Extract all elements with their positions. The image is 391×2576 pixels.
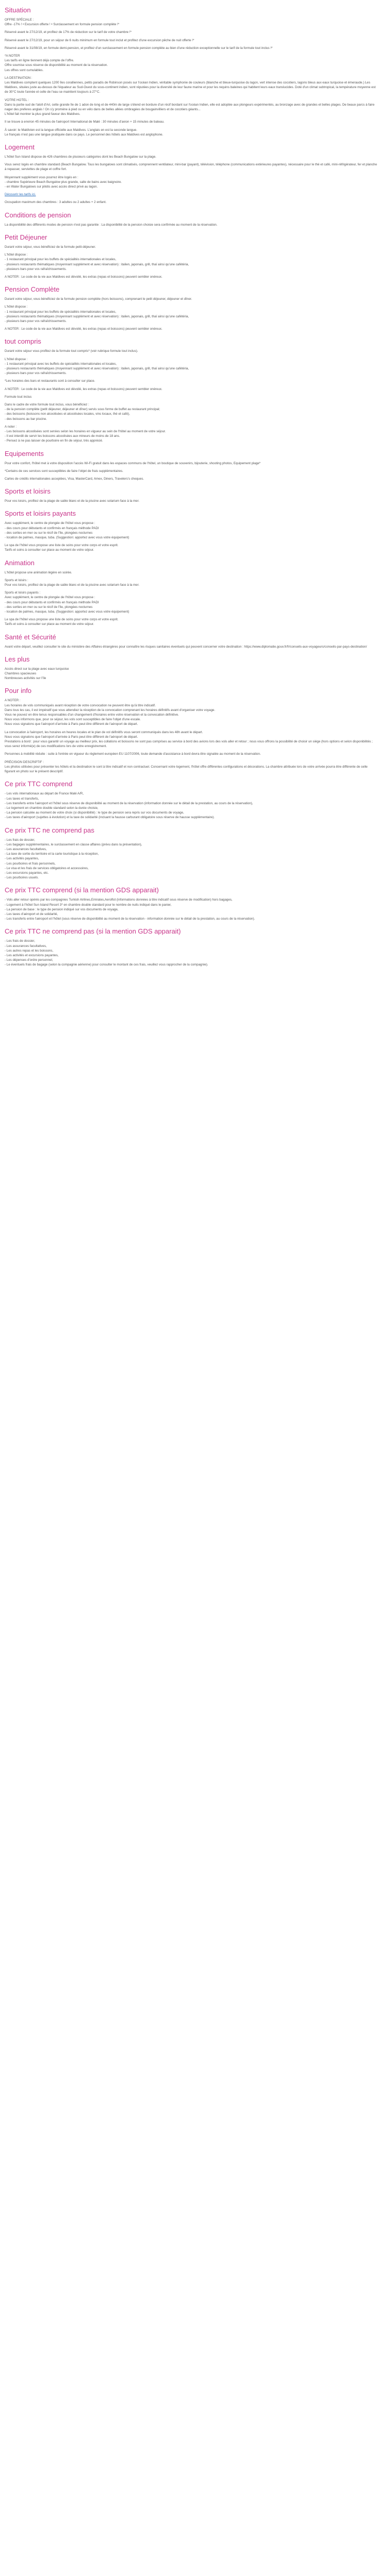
- section-title: Pour info: [5, 687, 32, 695]
- section-6: [5, 450, 377, 482]
- section-paragraph: Formule tout inclus: [5, 395, 32, 399]
- section-paragraph: Pour votre confort, l'hôtel met à votre disposition l'accès Wi-Fi gratuit dans les espaces communs de l'hôtel, un boutique de souvenirs, bijouterie, shooting photos, Equipement plage*: [5, 461, 261, 465]
- section-paragraph: *A NOTER Les tarifs en ligne tiennent déjà compte de l'offre. Offre soumise sous réserve de disponibilité au moment de la réservation. Les offres sont cumulables.: [5, 54, 108, 72]
- section-paragraph: L'hôtel dispose : - 1 restaurant principal avec les buffets de spécialités internationales et locales, - plusieurs restaurants thématiques (moyennant supplément et avec réservation) : italien, japonais, grill, thaï ainsi qu'une cafétéria, - plusieurs bars pour vos rafraîchissements.: [5, 357, 189, 376]
- section-15: [5, 886, 377, 921]
- section-paragraph: Réservé avant le 27/12/19, pour un séjour de 6 nuits minimum en formule tout inclut et profitez d'une excursion pêche de nuit offerte !*: [5, 38, 194, 42]
- section-paragraph: - Les frais de dossier, - Les bagages supplémentaires, le surclassement en classe affaires (prévu dans la présentation), - Les assurances facultatives, - La taxe de sortie du territoire et la carte touristique à la réception, - Les activités payantes, - Les pourboires et frais personnels, - Le visa et les frais de services obligatoires et accessoires, - Les excursions payantes, etc. - Les pourboires usuels.: [5, 838, 142, 880]
- section-paragraph: Il se trouve à environ 45 minutes de l'aéroport International de Malé : 30 minutes d'avion + 15 minutes de bateau.: [5, 120, 165, 124]
- section-2: [5, 211, 377, 227]
- section-paragraph: Durant votre séjour, vous bénéficiez de la formule pension complète (hors boissons), comprenant le petit déjeuner, déjeuner et dîner.: [5, 297, 192, 301]
- section-paragraph: A NOTER : Le code de la vie aux Maldives est dévoilé, les extras (repas et boissons) peuvent sembler onéreux.: [5, 275, 162, 279]
- section-13: [5, 780, 377, 820]
- section-title: Animation: [5, 558, 35, 567]
- section-title: Equipements: [5, 449, 44, 457]
- section-paragraph: La disponibilité des différents modes de pension n'est pas garantie : La disponibilité de la pension choisie sera confirmée au moment de la réservation.: [5, 223, 218, 227]
- section-paragraph: Accès direct sur la plage avec eaux turquoise Chambres spacieuses Nombreuses activités sur l'île: [5, 667, 69, 681]
- section-paragraph: Occupation maximum des chambres : 3 adultes ou 2 adultes + 2 enfant.: [5, 200, 107, 205]
- section-1: [5, 143, 377, 205]
- section-paragraph: L'hôtel dispose : - 1 restaurant principal pour les buffets de spécialités internationales et locales, - plusieurs restaurants thématiques (moyennant supplément et avec réservation) : italien, japonais, grill, thaï ainsi qu'une cafétéria, - plusieurs bars pour vos rafraîchissements.: [5, 305, 189, 323]
- section-title: Ce prix TTC ne comprend pas (si la mention GDS apparait): [5, 927, 181, 936]
- section-paragraph: Pour vos loisirs, profitez de la plage de sable blanc et de la piscine avec solarium face à la mer.: [5, 499, 140, 503]
- section-paragraph: VOTRE HOTEL : Dans la partie sud de l'atoll d'Ari, cette grande île de 1 adon de long et de 440m de large s'étend en bordure d'un récif bordant sur l'océan Indien, elle est adoptée aux plongeurs expérimentés, au bronzage avec de grandes et belles plages. De beaux parcs à faire nager des preferes anglais ! On s'y promène à pied ou en vélo dans de belles allées ombragées de bougainvilliers et de cocotiers géants... L'hôtel fait montrer la plus grand faveur des Maldives.: [5, 98, 374, 116]
- section-11: [5, 655, 377, 681]
- section-paragraph: LA DESTINATION : Les Maldives comptent quelques 1200 îles coralliennes, petits paradis de Robinson posés sur l'océan Indien, véritable symphonie de couleurs (blanche et bleue-turquoise du lagon, vert intense des cocotiers, lagons bleus aux eaux turquoise et émeraude.) Les Maldives, situées juste au-dessus de l'équateur au Sud-Ouest du sous-continent indien, sont réputées pour la diversité de leur faune marine et pour les requins baleines qui habitent leurs eaux translucides. Doté d'un climat subtropical, la température moyenne est de 30°C toute l'année et celle de l'eau se maintient toujours à 27°C.: [5, 76, 376, 94]
- section-title: Sports et loisirs payants: [5, 510, 76, 518]
- section-paragraph: PRÉCISION DESCRIPTIF : Les photos utilisées pour présenter les hôtels et la destination le sont à titre indicatif et non contractuel. Concernant votre logement, l'hôtel offre différentes configurations et décorations. La chambre attribuée lors de votre arrivée pourra être différente de celle figurant en photo sur le présent descriptif.: [5, 760, 368, 774]
- description-sections: [5, 6, 377, 968]
- section-title: Ce prix TTC ne comprend pas: [5, 826, 94, 834]
- section-paragraph: Avec supplément, le centre de plongée de l'hôtel vous propose : - des cours pour débutants et confirmés en français méthode PADI - des sorties en mer ou sur le récif de l'île, plongées nocturnes - location de palmes, masque, tuba. (Suggestion: apportez avec vous votre équipement): [5, 521, 129, 539]
- section-title: Petit Déjeuner: [5, 233, 47, 241]
- section-0: [5, 6, 377, 137]
- section-paragraph: À savoir: le Maldivien est la langue officielle aux Maldives. L'anglais en est la seconde langue. Le français n'est pas une langue pratiquée dans ce pays. Le personnel des hôtels aux Maldives est anglophone.: [5, 128, 164, 137]
- section-paragraph: L'hôtel Sun Island dispose de 426 chambres de plusieurs catégories dont les Beach Bungalow sur la plage.: [5, 155, 156, 159]
- section-paragraph: Le spa de l'hôtel vous propose une liste de soins pour votre corps et votre esprit. Tarifs et soins à consulter sur place au moment de votre séjour.: [5, 618, 119, 626]
- section-paragraph: Le spa de l'hôtel vous propose une liste de soins pour votre corps et votre esprit. Tarifs et soins à consulter sur place au moment de votre séjour.: [5, 544, 119, 552]
- section-title: Santé et Sécurité: [5, 633, 56, 641]
- section-12: [5, 687, 377, 774]
- section-14: [5, 826, 377, 880]
- section-paragraph: A noter : - Les boissons alcoolisées sont servies selon les horaires en vigueur au sein de l'hôtel au moment de votre séjour. - Il est interdit de servir les boissons alcoolisées aux mineurs de moins de 18 ans. - Pensez à ne pas laisser de pourboire en fin de séjour, très apprécié.: [5, 425, 166, 443]
- section-paragraph: - Vols aller retour opérés par les compagnies Turkish Airlines,Emirates,Aeroflot (informations données à titre indicatif sous réserve de modification) hors bagages, - Logement à l'hôtel Sun Island Resort 3* en chambre double standard pour le nombre de nuits indiqué dans le panier, - La pension de base : le type de pension indiqué sur vos documents de voyage, - Les taxes d'aéroport et de solidarité, - Les transferts entre l'aéroport et l'hôtel (sous réserve de disponibilité au moment de la réservation - information donnée sur le détail de la prestation, au cours de la réservation).: [5, 898, 255, 921]
- section-paragraph: Vous serez logés en chambre standard (Beach Bungalow. Tous les bungalows sont climatisés, comprennent ventilateur, mini-bar (payant), télévision, téléphone (communications extérieures payantes), nécessaire pour le thé et café, mini-réfrigérateur, fer et planche à repasser, serviettes de plage et coffre fort.: [5, 163, 377, 172]
- section-paragraph: A NOTER : Le code de la vie aux Maldives est dévoilé, les extras (repas et boissons) peuvent sembler onéreux.: [5, 327, 162, 331]
- section-title: Pension Complète: [5, 285, 60, 294]
- section-title: Ce prix TTC comprend (si la mention GDS apparait): [5, 886, 159, 894]
- section-paragraph: Dans le cadre de votre formule tout inclus, vous bénéficiez : - de la pension complète (petit déjeuner, déjeuner et dîner) servis sous forme de buffet au restaurant principal; - des boissons (boissons non alcoolisées et alcoolisées locales, vins locaux, thé et café), - des boissons au bar piscine.: [5, 402, 160, 421]
- section-paragraph: Réservé avant le 31/08/19, en formule demi-pension, et profitez d'un surclassement en formule pension complète au bien d'une réduction exceptionnelle sur le tarif de la formule tout inclus !*: [5, 46, 273, 50]
- section-paragraph: Réservé avant le 27/12/19, et profitez de 17% de réduction sur le tarif de votre chambre !*: [5, 30, 132, 35]
- rates-link[interactable]: Découvrir les tarifs ici.: [5, 193, 36, 197]
- section-paragraph: Sports et loisirs payants : Avec supplément, le centre de plongée de l'hôtel vous propose : - des cours pour débutants et confirmés en français méthode PADI - des sorties en mer ou sur le récif de l'île, plongées nocturnes - location de palmes, masque, tuba. (Suggestion: apportez avec vous votre équipement): [5, 591, 129, 614]
- section-7: [5, 487, 377, 503]
- section-5: [5, 337, 377, 443]
- section-paragraph: *Certains de ces services sont susceptibles de faire l'objet de frais supplémentaires.: [5, 469, 123, 473]
- section-paragraph: Durant votre séjour vous profitez de la formule tout compris* (voir rubrique formule tout inclus).: [5, 349, 138, 353]
- section-paragraph: Durant votre séjour, vous bénéficiez de la formule petit-déjeuner.: [5, 245, 96, 249]
- section-8: [5, 510, 377, 552]
- section-paragraph: Moyennant supplément vous pourrez être logés en : - chambre Supérieure Beach Bungalow plus grande, salle de bains avec baignoire. - en Water Bungalows sur pilotis avec accès direct privé au lagon.: [5, 175, 122, 189]
- section-paragraph: OFFRE SPÉCIALE : Offre -17% ! • Excursion offerte ! • Surclassement en formule pension complète !*: [5, 18, 120, 27]
- section-9: [5, 559, 377, 627]
- section-title: Logement: [5, 143, 35, 151]
- section-title: Ce prix TTC comprend: [5, 780, 73, 788]
- section-paragraph: - Les frais de dossier, - Les assurances facultatives, - Les autres repas et les boissons, - Les activités et excursions payantes, - Les dépenses d'ordre personnel, - Le éventuels frais de bagage (selon la compagnie aérienne) pour consulter le montant de ces frais, veuillez vous rapprocher de la compagnie).: [5, 939, 208, 967]
- section-paragraph: Sports et loisirs : Pour vos loisirs, profitez de la plage de sable blanc et de la piscine avec solarium face à la mer.: [5, 578, 140, 587]
- section-16: [5, 927, 377, 967]
- section-4: [5, 285, 377, 331]
- section-paragraph: Personnes à mobilité réduite : suite à l'entrée en vigueur du règlement européen EU 1107/2006, toute demande d'assistance à bord devra être signalée au moment de la réservation.: [5, 752, 261, 756]
- link-paragraph: [5, 192, 377, 197]
- section-paragraph: Avant votre départ, veuillez consulter le site du ministère des Affaires étrangères pour connaître les risques sanitaires éventuels qui peuvent concerner votre destination : https://www.diplomatie.gouv.fr/fr/conseils-aux-voyageurs/conseils-par-pays-destination/: [5, 645, 367, 649]
- section-10: [5, 633, 377, 649]
- section-paragraph: *Les horaires des bars et restaurants sont à consulter sur place.: [5, 379, 95, 383]
- section-title: Conditions de pension: [5, 211, 71, 219]
- section-3: [5, 233, 377, 279]
- section-title: Situation: [5, 6, 31, 14]
- section-paragraph: La convocation à l'aéroport, les horaires en heures locales et le plan de vol définitifs vous seront communiqués dans les 48h avant le départ. Nous vous signalons que l'aéroport d'arrivée à Paris peut être différent de l'aéroport de départ. Prestations à bord : pour vous garantir un voyage au meilleur prix, les collations et boissons ne sont pas comprises au service à bord des avions lors des vols aller et retour ; nous vous offrons la possibilité de choisir un siège (hors options et selon disponibilités ; vous serez informé(e) de ces modifications lors de votre enregistrement.: [5, 730, 373, 749]
- section-paragraph: - Les vols internationaux au départ de France Malé A/R, - Les taxes et transferts, - Les transferts entre l'aéroport et l'hôtel sous réserve de disponibilité au moment de la réservation (information donnée sur le détail de la prestation, au cours de la réservation), - Le logement en chambre double standard selon la durée choisie, - La pension calculée au moment de votre choix (si disponibilité) : le type de pension sera repris sur vos documents de voyage, - Les taxes d'aéroport (sujettes à évolution) et la taxe de solidarité (incluant la hausse carburant obligatoire sous réserve de hausse supplémentaire).: [5, 792, 253, 820]
- section-title: Les plus: [5, 655, 30, 663]
- section-paragraph: L'hôtel propose une animation légère en soirée.: [5, 570, 72, 574]
- section-paragraph: L'hôtel dispose : - 1 restaurant principal pour les buffets de spécialités internationales et locales, - plusieurs restaurants thématiques (moyennant supplément et avec réservation) : italien, japonais, grill, thaï ainsi qu'une cafétéria, - plusieurs bars pour vos rafraîchissements.: [5, 253, 189, 271]
- section-paragraph: Cartes de crédits internationales acceptées, Visa, MasterCard, Amex, Diners, Travelers's cheques.: [5, 477, 144, 481]
- section-paragraph: A NOTER : Les horaires de vols communiqués avant réception de votre convocation ne peuvent être qu'à titre indicatif. Dans tous les cas, il est impératif que vous attendiez la réception de la convocation comprenant les horaires définitifs avant d'organiser votre voyage. Vous ne pouvez en être tenus responsables d'un changement d'horaires entre votre réservation et la convocation définitive. Nous vous informons que, pour ce séjour, les vols sont susceptibles de faire l'objet d'une escale. Nous vous signalons que l'aéroport d'arrivée à Paris peut être différent de l'aéroport de départ.: [5, 699, 216, 726]
- section-title: Sports et loisirs: [5, 487, 51, 496]
- section-title: tout compris: [5, 337, 41, 346]
- section-paragraph: A NOTER : Le code de la vie aux Maldives est dévoilé, les extras (repas et boissons) peuvent sembler onéreux.: [5, 387, 162, 391]
- page: [0, 0, 382, 981]
